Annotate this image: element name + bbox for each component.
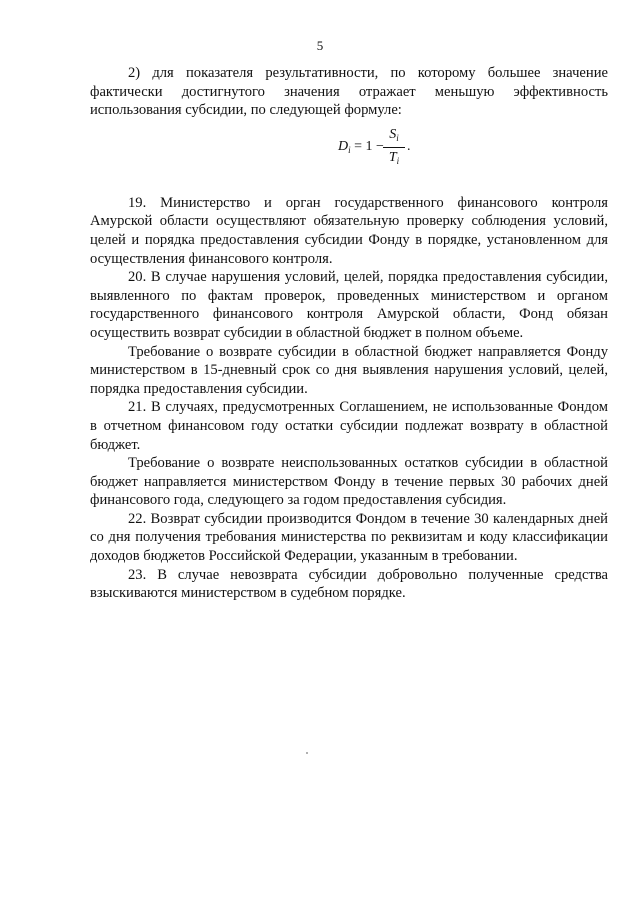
formula [90, 124, 608, 174]
paragraph-21-requirement: Требование о возврате неиспользованных остатков субсидии в областной бюджет направляется министерством Фонду в течение первых 30 рабочих дней финансового года, следующего за годом предоставления субсидия. [90, 455, 608, 509]
formula-lhs: $D_i = 1$ − [338, 138, 384, 155]
document-body [90, 64, 608, 603]
paragraph-20: 20. В случае нарушения условий, целей, порядка предоставления субсидии, выявленного по фактам проверок, проведенных министерством и органом государственного финансового контроля Амурской области, Фонд обязан осуществить возврат субсидии в областной бюджет в полном объеме. [90, 269, 608, 341]
formula-numerator: $S_i$ [383, 126, 405, 148]
page-number: 5 [316, 38, 324, 53]
paragraph-19: 19. Министерство и орган государственного финансового контроля Амурской области осуществляют обязательную проверку соблюдения условий, целей и порядка предоставления субсидии Фонду в порядке, установленном для осуществления финансового контроля. [90, 194, 608, 267]
paragraph-22: 22. Возврат субсидии производится Фондом в течение 30 календарных дней со дня получения требования министерства по реквизитам и коду классификации доходов бюджетов Российской Федерации, указанным в требовании. [90, 510, 608, 565]
paragraph-20-requirement: Требование о возврате субсидии в областной бюджет направляется Фонду министерством в 15-дневный срок со дня выявления нарушения условий, целей, порядка предоставления субсидии. [90, 343, 608, 397]
paragraph-23: 23. В случае невозврата субсидии добровольно полученные средства взыскиваются министерством в судебном порядке. [90, 566, 608, 602]
formula-denominator: $T_i$ [388, 149, 400, 166]
paragraph-21: 21. В случаях, предусмотренных Соглашением, не использованные Фондом в отчетном финансовом году остатки субсидии подлежат возврату в областной бюджет. [90, 399, 608, 453]
formula-fraction [383, 126, 405, 171]
formula-tail: . [407, 138, 411, 154]
paragraph-indicator-2: 2) для показателя результативности, по которому большее значение фактически достигнутого значения отражает меньшую эффективность использования субсидии, по следующей формуле: [90, 65, 608, 119]
scan-speck [306, 752, 308, 754]
